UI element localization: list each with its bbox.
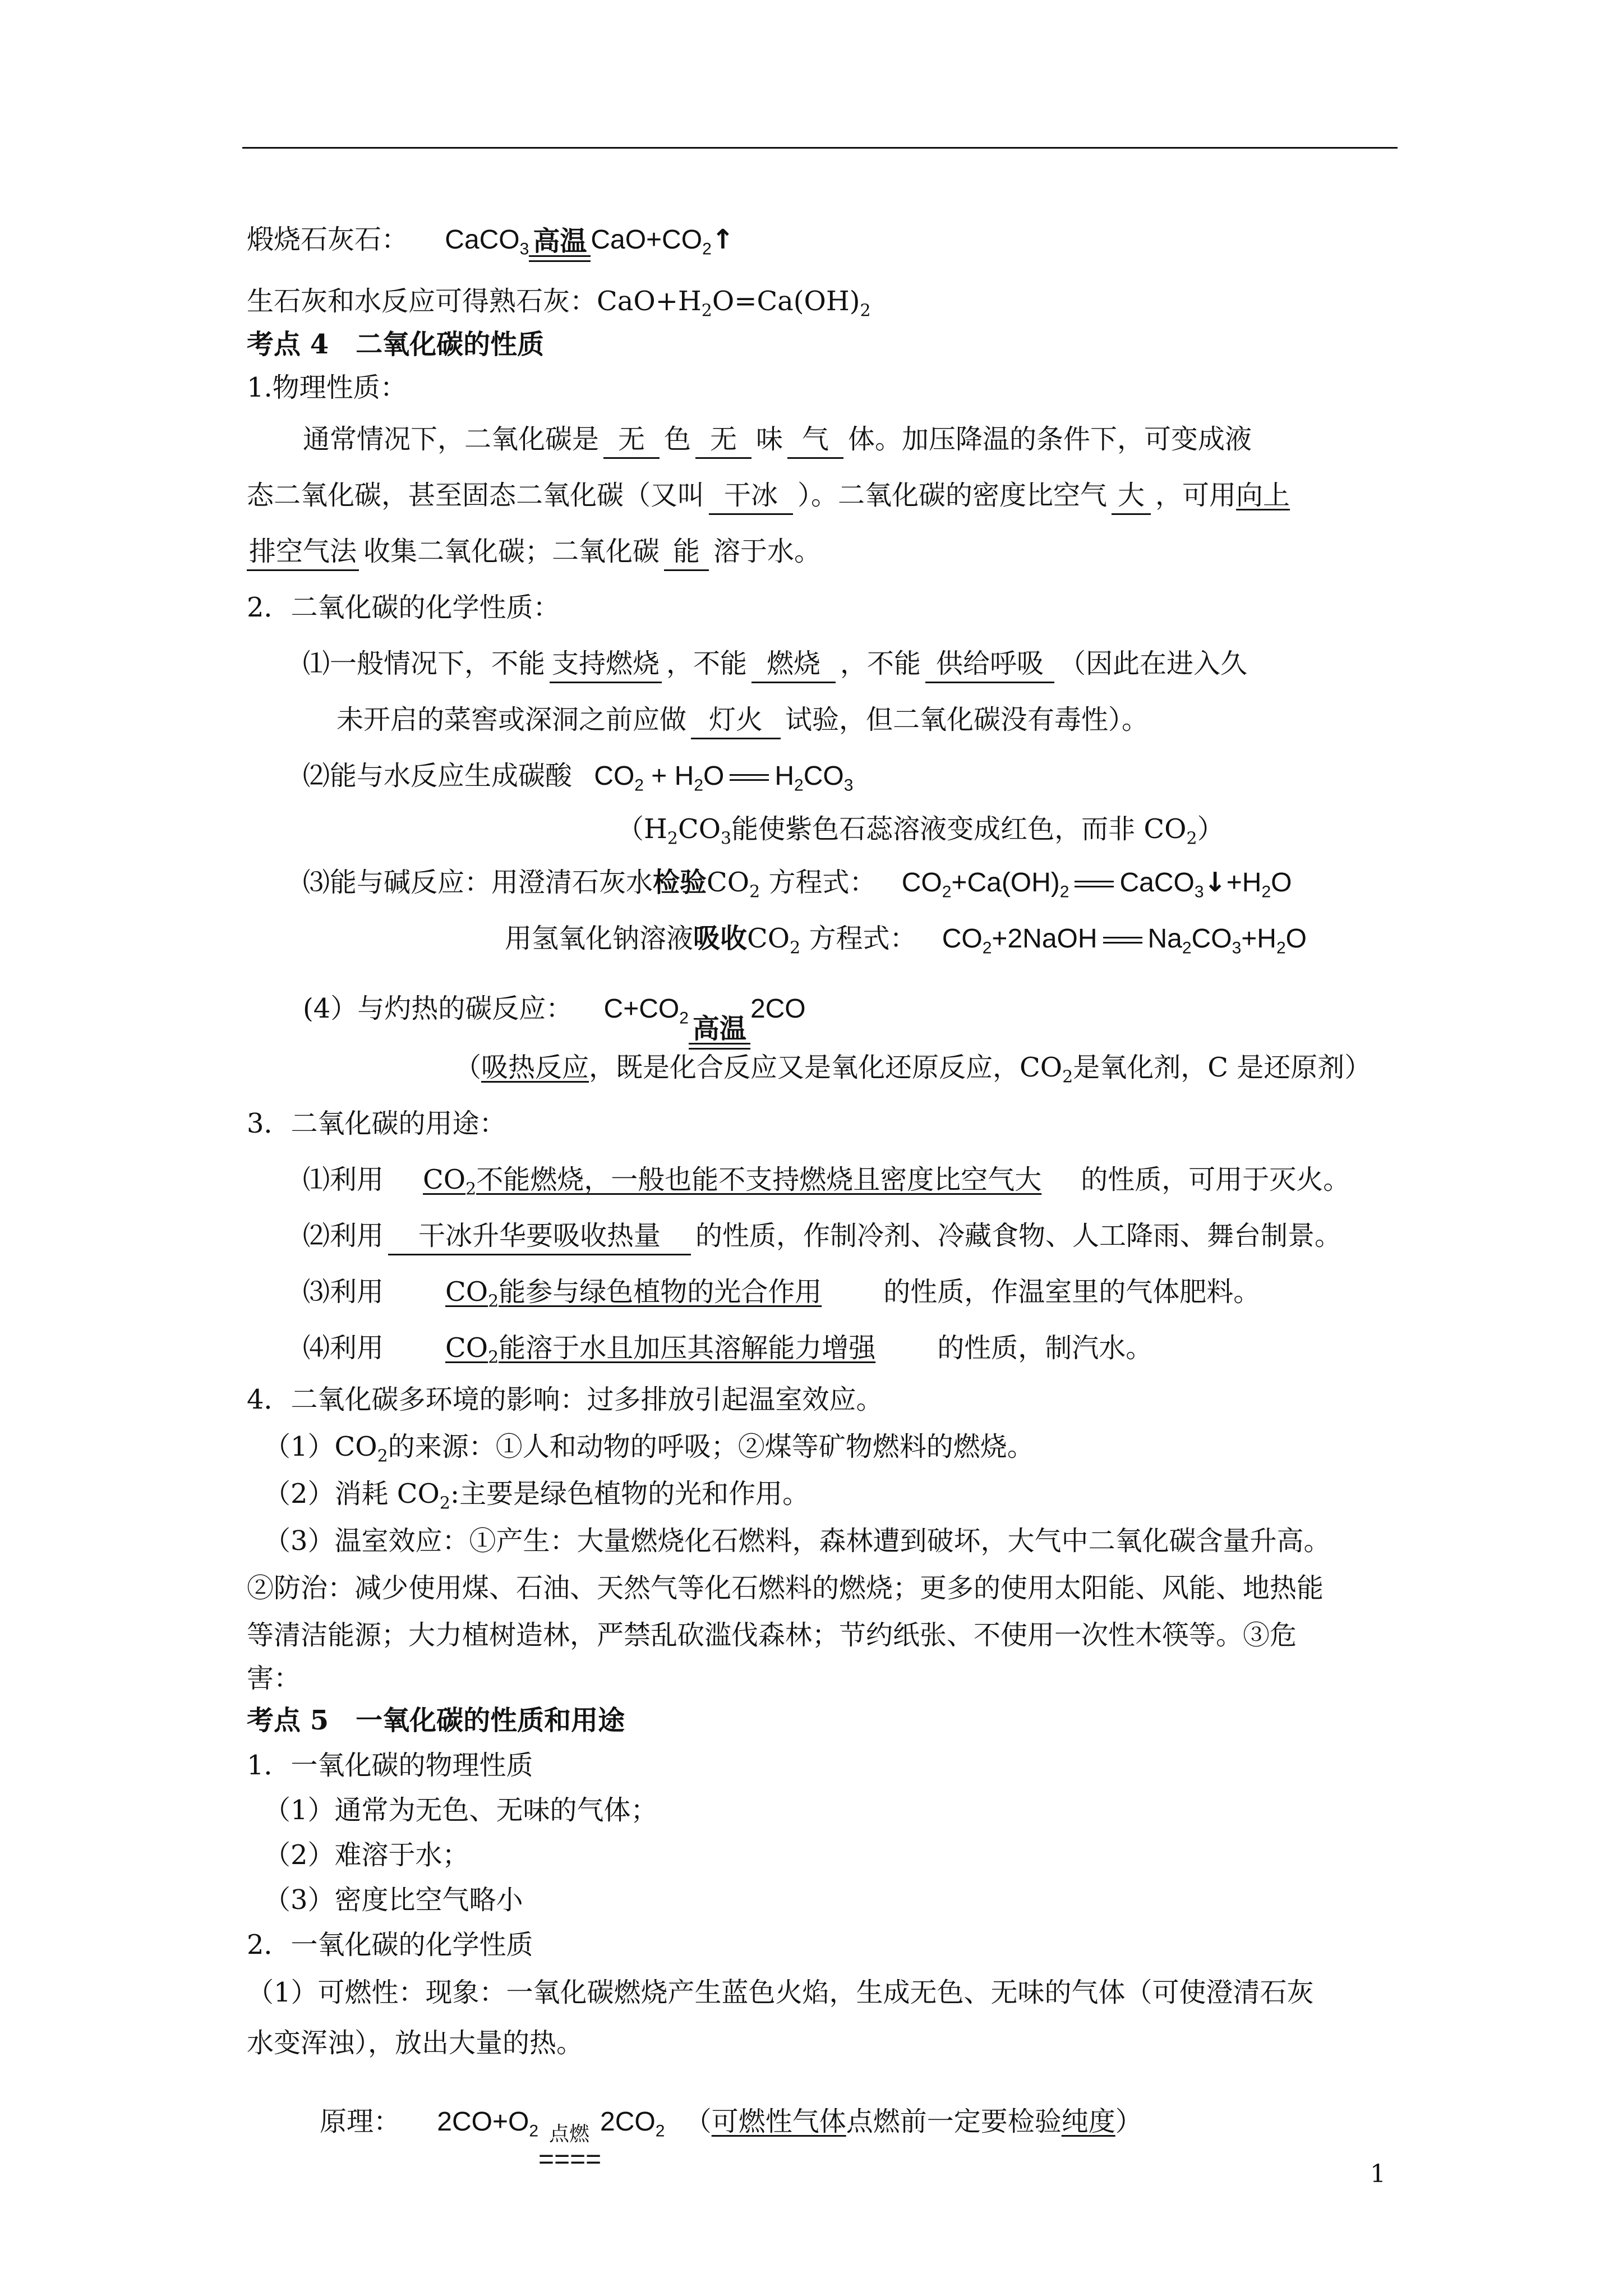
text: 未开启的菜窖或深洞之前应做 (336, 704, 687, 735)
reaction-condition (529, 227, 591, 273)
precipitate-down-arrow-icon: ↓ (1204, 867, 1227, 898)
text: 煅烧石灰石： (247, 224, 409, 255)
answer-blank: 无 (695, 421, 751, 459)
use-4: ⑷利用 $CO_2$能溶于水且加压其溶解能力增强 的性质，制汽水。 (303, 1332, 1153, 1368)
gas-up-arrow-icon: ↑ (711, 224, 734, 255)
text: (4）与灼热的碳反应： (303, 993, 573, 1024)
formula-part: CO (803, 761, 844, 791)
formula-part: +2NaOH (992, 924, 1098, 954)
use-1: ⑴利用 $CO_2$不能燃烧，一般也能不支持燃烧且密度比空气大 的性质，可用于灭火。 (303, 1164, 1350, 1199)
formula-part: +H (1241, 924, 1276, 954)
formula-part: CaCO (445, 225, 520, 255)
formula-part: 2CO (750, 994, 806, 1024)
text: 色 (664, 424, 691, 455)
answer-blank: 排空气法 (247, 533, 359, 571)
chem-3a: ⑶能与碱反应：用澄清石灰水检验$CO_2$ 方程式： $CO_2+Ca(OH)_2$ $CaCO_3↓+H_2O$ (303, 867, 1292, 902)
text: ⑶能与碱反应：用澄清石灰水 (303, 867, 653, 898)
text: 的性质，可用于灭火。 (1081, 1164, 1350, 1195)
use-2 (247, 1208, 1413, 1264)
formula-part: C+CO (603, 994, 680, 1024)
text: ⑴利用 (303, 1164, 384, 1195)
formula-part: CaO+CO (591, 225, 703, 255)
formula-part: CO (901, 868, 942, 898)
text: （2）消耗 CO (264, 1478, 440, 1510)
text: 体。加压降温的条件下，可变成液 (848, 424, 1252, 455)
answer-blank: 气 (787, 421, 843, 459)
text: 能参与绿色植物的光合作用 (499, 1276, 822, 1308)
subheading-uses: 3．二氧化碳的用途： (247, 1108, 506, 1139)
text: ⑵能与水反应生成碳酸 (303, 760, 573, 792)
formula-part: O (1271, 868, 1292, 898)
page-number: 1 (1370, 2160, 1386, 2188)
answer-blank: 向上 (1236, 480, 1290, 511)
formula-part: CO (942, 924, 983, 954)
subheading-environment: 4．二氧化碳多环境的影响：过多排放引起温室效应。 (247, 1384, 883, 1415)
chem-2-note: （$H_2CO_3$能使紫色石蕊溶液变成红色，而非 $CO_2$） (617, 813, 1224, 849)
text: 不能燃烧，一般也能不支持燃烧且密度比空气大 (476, 1164, 1042, 1195)
answer-blank: 燃烧 (751, 646, 836, 683)
env-1: $(1)CO_2$的来源：①人和动物的呼吸；②煤等矿物燃料的燃烧。 (264, 1431, 1034, 1466)
text: 吸热反应 (481, 1052, 589, 1083)
formula-part: +H (1226, 868, 1262, 898)
header-rule (242, 147, 1398, 149)
text: ）。二氧化碳的密度比空气 (797, 480, 1108, 511)
env-3: （3）温室效应：①产生：大量燃烧化石燃料，森林遭到破坏，大气中二氧化碳含量升高。 (264, 1525, 1331, 1557)
limestone-calcination-line: 煅烧石灰石： CaCO$_3$ 高温 $CaO+CO_2↑$ (247, 216, 1413, 278)
env-2: （2）消耗 $CO_2$:主要是绿色植物的光和作用。 (264, 1478, 810, 1513)
text: 的性质，作制冷剂、冷藏食物、人工降雨、舞台制景。 (695, 1220, 1342, 1251)
formula-part: CaCO (1119, 868, 1195, 898)
chem-4: (4）与灼热的碳反应： $C+CO_2$ 高温 2CO (247, 967, 1413, 1039)
text: （因此在进入久 (1059, 648, 1248, 679)
co-chemical-heading: 2．一氧化碳的化学性质 (247, 1929, 533, 1961)
chem-1b (247, 692, 1413, 748)
text: （ (454, 1052, 482, 1083)
section-heading-4: 考点 4 二氧化碳的性质 (247, 329, 545, 360)
text: 态二氧化碳，甚至固态二氧化碳（又叫 (247, 480, 705, 511)
equals-sign (1103, 937, 1142, 944)
answer-blank: 大 (1112, 477, 1151, 515)
text: 用氢氧化钠溶液 (505, 923, 694, 954)
text: 的性质，制汽水。 (937, 1332, 1153, 1364)
env-4: ②防治：减少使用煤、石油、天然气等化石燃料的燃烧；更多的使用太阳能、风能、地热能 (247, 1572, 1324, 1604)
formula-part: Na (1147, 924, 1182, 954)
reaction-condition (538, 2123, 600, 2174)
env-5: 等清洁能源；大力植树造林，严禁乱砍滥伐森林；节约纸张、不使用一次性木筷等。③危 (247, 1619, 1297, 1651)
formula-part: O (703, 761, 725, 791)
formula-part: CO (1191, 924, 1232, 954)
formula-part: +Ca(OH) (951, 868, 1060, 898)
co-chemical-1b: 水变浑浊），放出大量的热。 (247, 2027, 584, 2059)
text: CO (445, 1276, 488, 1308)
text: 点燃前一定要检验 (846, 2106, 1062, 2137)
quicklime-line: 生石灰和水反应可得熟石灰：$CaO+H_2O=Ca(OH)_2$ (247, 286, 871, 321)
formula-part: 2CO+O (437, 2107, 529, 2137)
text: 味 (756, 424, 783, 455)
text: CO (707, 867, 750, 898)
text: 的性质，作温室里的气体肥料。 (883, 1276, 1261, 1308)
text: CO (445, 1332, 488, 1364)
formula-part: ==== (538, 2144, 602, 2174)
answer-blank: 无 (603, 421, 660, 459)
equals-sign (1075, 881, 1114, 887)
text: 通常情况下，二氧化碳是 (303, 424, 600, 455)
formula-part: 2CO (600, 2107, 656, 2137)
subheading-physical: 1.物理性质： (247, 372, 407, 403)
chem-1a (247, 636, 1413, 692)
condition-text: 点燃 (549, 2122, 590, 2146)
env-6: 害： (247, 1663, 301, 1694)
subheading-chemical: 2．二氧化碳的化学性质： (247, 592, 560, 623)
text: 检验 (653, 867, 707, 898)
answer-blank: 干冰 (709, 477, 793, 515)
answer-blank: 支持燃烧 (550, 646, 662, 683)
physical-para-3 (247, 523, 1413, 579)
text: （1）CO (264, 1431, 377, 1462)
text: CO (423, 1164, 466, 1195)
text: 原理： (320, 2106, 401, 2137)
co-physical-heading: 1．一氧化碳的物理性质 (247, 1750, 533, 1781)
text: （H (617, 813, 667, 845)
text: CO (677, 813, 721, 845)
text: ，既是化合反应又是氧化还原反应，CO (589, 1052, 1063, 1083)
text: ⑷利用 (303, 1332, 384, 1364)
document-body (247, 216, 1413, 2174)
answer-blank: 供给呼吸 (925, 646, 1054, 683)
co-combustion-equation: 原理： $2CO+O_2$ 点燃 ==== $2CO_2$ （可燃性气体点燃前一定要检验纯度） (320, 2106, 1142, 2174)
text: 生石灰和水反应可得熟石灰：CaO+H (247, 286, 702, 317)
condition-text: 高温 (692, 1013, 746, 1045)
text: 吸收 (693, 923, 748, 954)
chem-3b: 用氢氧化钠溶液吸收$CO_2$ 方程式： $CO_2+2NaOH$ $Na_2CO_3+H_2O$ (505, 923, 1307, 958)
formula-part: H (774, 761, 795, 791)
chem-2: ⑵能与水反应生成碳酸 $CO_2 + H_2O$ $H_2CO_3$ (303, 760, 854, 795)
text: O=Ca(OH) (712, 286, 860, 317)
text: ⑵利用 (303, 1220, 384, 1251)
co-physical-3: （3）密度比空气略小 (264, 1884, 523, 1916)
text: 溶于水。 (713, 536, 822, 567)
chem-4-note: （吸热反应，既是化合反应又是氧化还原反应，$CO_2$是氧化剂，C 是还原剂） (454, 1052, 1372, 1087)
co-chemical-1a: （1）可燃性：现象：一氧化碳燃烧产生蓝色火焰，生成无色、无味的气体（可使澄清石灰 (247, 1977, 1314, 2008)
use-3: ⑶利用 $CO_2$能参与绿色植物的光合作用 的性质，作温室里的气体肥料。 (303, 1276, 1261, 1312)
text: ⑴一般情况下，不能 (303, 648, 546, 679)
text: 方程式： (760, 867, 877, 898)
co-physical-2: （2）难溶于水； (264, 1839, 469, 1871)
text: ⑶利用 (303, 1276, 384, 1308)
equals-sign (730, 774, 769, 781)
text: 纯度 (1061, 2106, 1115, 2137)
text: 试验，但二氧化碳没有毒性）。 (785, 704, 1149, 735)
physical-para-1 (247, 411, 1413, 467)
text: 的来源：①人和动物的呼吸；②煤等矿物燃料的燃烧。 (388, 1431, 1034, 1462)
text: 能溶于水且加压其溶解能力增强 (499, 1332, 876, 1364)
text: 收集二氧化碳；二氧化碳 (363, 536, 660, 567)
text: 是氧化剂，C 是还原剂） (1073, 1052, 1372, 1083)
text: （ (684, 2106, 712, 2137)
text: 方程式： (800, 923, 917, 954)
section-heading-5: 考点 5 一氧化碳的性质和用途 (247, 1705, 625, 1736)
text: CO (747, 923, 790, 954)
answer-blank: 能 (664, 533, 709, 571)
physical-para-2 (247, 467, 1413, 523)
condition-text: 高温 (533, 225, 587, 257)
text: ，不能 (840, 648, 921, 679)
text: ，可用 (1155, 480, 1237, 511)
text: ） (1115, 2106, 1142, 2137)
formula-part: O (1285, 924, 1307, 954)
text: :主要是绿色植物的光和作用。 (450, 1478, 810, 1510)
text: ，不能 (666, 648, 748, 679)
co-physical-1: （1）通常为无色、无味的气体； (264, 1795, 658, 1826)
text: 能使紫色石蕊溶液变成红色，而非 CO (731, 813, 1187, 845)
formula-part: CO (594, 761, 635, 791)
text: 可燃性气体 (711, 2106, 846, 2137)
formula-part: + H (643, 761, 694, 791)
text: ） (1197, 813, 1224, 845)
answer-blank: 干冰升华要吸收热量 (388, 1218, 691, 1255)
answer-blank: 灯火 (691, 702, 781, 739)
